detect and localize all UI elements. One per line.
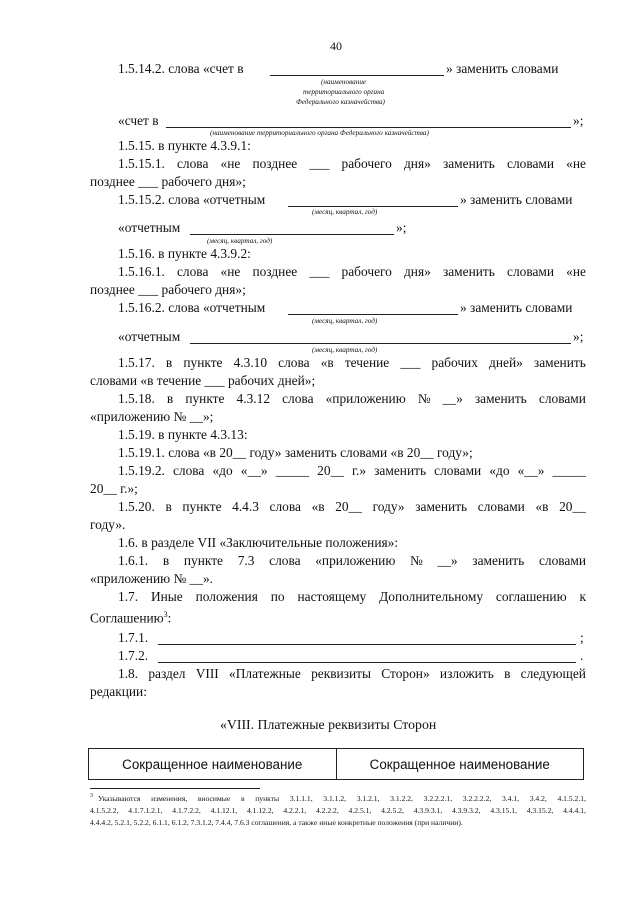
clause-1-5-15-2-start: 1.5.15.2. слова «отчетным [118,192,266,207]
clause-1-7-1-label: 1.7.1. [118,630,149,645]
clause-1-5-16: 1.5.16. в пункте 4.3.9.2: [118,246,251,261]
clause-1-5-14-2-start: 1.5.14.2. слова «счет в [118,61,244,76]
blank-line[interactable] [166,127,571,128]
clause-1-8: 1.8. раздел VIII «Платежные реквизиты Сторон» изложить в следующей [118,666,586,681]
clause-1-5-19-1: 1.5.19.1. слова «в 20__ году» заменить словами «в 20__ году»; [118,445,473,460]
footnote-line-1: 3 Указываются изменения, вносимые в пункты 3.1.1.1, 3.1.1.2, 3.1.2.1, 3.1.2.2, 3.2.2.2.1, 3.2.2.2.2, 3.4.1, 3.4.2, 4.1.5.2.1, [90,793,586,803]
clause-1-7-1-end: ; [580,630,584,645]
clause-1-7-2-label: 1.7.2. [118,648,149,663]
blank-line[interactable] [270,75,444,76]
blank-line[interactable] [158,644,576,645]
payment-details-table [88,748,584,780]
caption-period: (месяц, квартал, год) [312,208,378,216]
clause-1-7-2-end: . [580,648,584,663]
caption-treasury-full: (наименование территориального органа Федерального казначейства) [210,129,429,137]
clause-1-5-19-2-cont: 20__ г.»; [90,481,138,496]
clause-1-5-16-1: 1.5.16.1. слова «не позднее ___ рабочего дня» заменить словами «не [118,264,586,279]
clause-1-6: 1.6. в разделе VII «Заключительные положения»: [118,535,399,550]
footnote-separator [90,788,260,789]
blank-line[interactable] [288,206,458,207]
page-number: 40 [330,39,342,53]
caption-treasury-1: (наименование [321,78,367,86]
clause-1-6-1: 1.6.1. в пункте 7.3 слова «приложению № __» заменить словами [118,553,586,568]
blank-line[interactable] [158,662,576,663]
caption-period: (месяц, квартал, год) [312,346,378,354]
clause-1-5-19-2: 1.5.19.2. слова «до «__» _____ 20__ г.» заменить словами «до «__» _____ [118,463,586,478]
replacement-reporting-end: »; [573,329,584,344]
caption-treasury-3: Федерального казначейства) [296,98,385,106]
section-title: «VIII. Платежные реквизиты Сторон [220,717,437,732]
footnote-line-3: 4.4.4.2, 5.2.1, 5.2.2, 6.1.1, 6.1.2, 7.3.1.2, 7.4.4, 7.6.3 соглашения, а также иные конкретные положения (при наличии). [90,818,463,827]
clause-1-5-14-2-end: » заменить словами [446,61,559,76]
clause-1-7-cont: Соглашению$^3$: [90,610,172,626]
replacement-account-end: »; [573,113,584,128]
clause-1-5-20: 1.5.20. в пункте 4.4.3 слова «в 20__ году» заменить словами «в 20__ [118,499,586,514]
clause-1-7: 1.7. Иные положения по настоящему Дополнительному соглашению к [118,589,586,604]
clause-1-5-17: 1.5.17. в пункте 4.3.10 слова «в течение ___ рабочих дней» заменить [118,355,586,370]
clause-1-5-18-cont: «приложению № __»; [90,409,214,424]
caption-period: (месяц, квартал, год) [207,237,273,245]
caption-period: (месяц, квартал, год) [312,317,378,325]
footnote-ref[interactable]: 3 [163,610,168,619]
clause-1-5-19: 1.5.19. в пункте 4.3.13: [118,427,248,442]
clause-1-5-15: 1.5.15. в пункте 4.3.9.1: [118,138,251,153]
blank-line[interactable] [190,234,394,235]
blank-line[interactable] [190,343,571,344]
clause-1-5-15-1: 1.5.15.1. слова «не позднее ___ рабочего дня» заменить словами «не [118,156,586,171]
clause-1-5-16-2-start: 1.5.16.2. слова «отчетным [118,300,266,315]
clause-1-5-18: 1.5.18. в пункте 4.3.12 слова «приложению № __» заменить словами [118,391,586,406]
replacement-reporting-start: «отчетным [118,220,181,235]
blank-line[interactable] [288,314,458,315]
clause-1-5-15-2-end: » заменить словами [460,192,573,207]
clause-1-5-20-cont: году». [90,517,126,532]
replacement-reporting-start: «отчетным [118,329,181,344]
clause-1-5-16-2-end: » заменить словами [460,300,573,315]
clause-1-5-15-1-cont: позднее ___ рабочего дня»; [90,174,246,189]
clause-1-6-1-cont: «приложению № __». [90,571,214,586]
table-header-cell: Сокращенное наименование [89,749,337,780]
clause-1-5-16-1-cont: позднее ___ рабочего дня»; [90,282,246,297]
table-header-cell: Сокращенное наименование [336,749,584,780]
replacement-reporting-end: »; [396,220,407,235]
replacement-account-start: «счет в [118,113,159,128]
footnote-line-2: 4.1.5.2.2, 4.1.7.1.2.1, 4.1.7.2.2, 4.1.12.1, 4.1.12.2, 4.2.2.1, 4.2.2.2, 4.2.5.1, 4.2.5.2, 4.3.9.3.1, 4.3.9.3.2, 4.3.15.1, 4.3.15.2, 4.4.4.1, [90,806,586,815]
clause-1-5-17-cont: словами «в течение ___ рабочих дней»; [90,373,316,388]
footnote-marker: 3 [90,793,93,799]
clause-1-8-cont: редакции: [90,684,147,699]
caption-treasury-2: территориального органа [303,88,385,96]
